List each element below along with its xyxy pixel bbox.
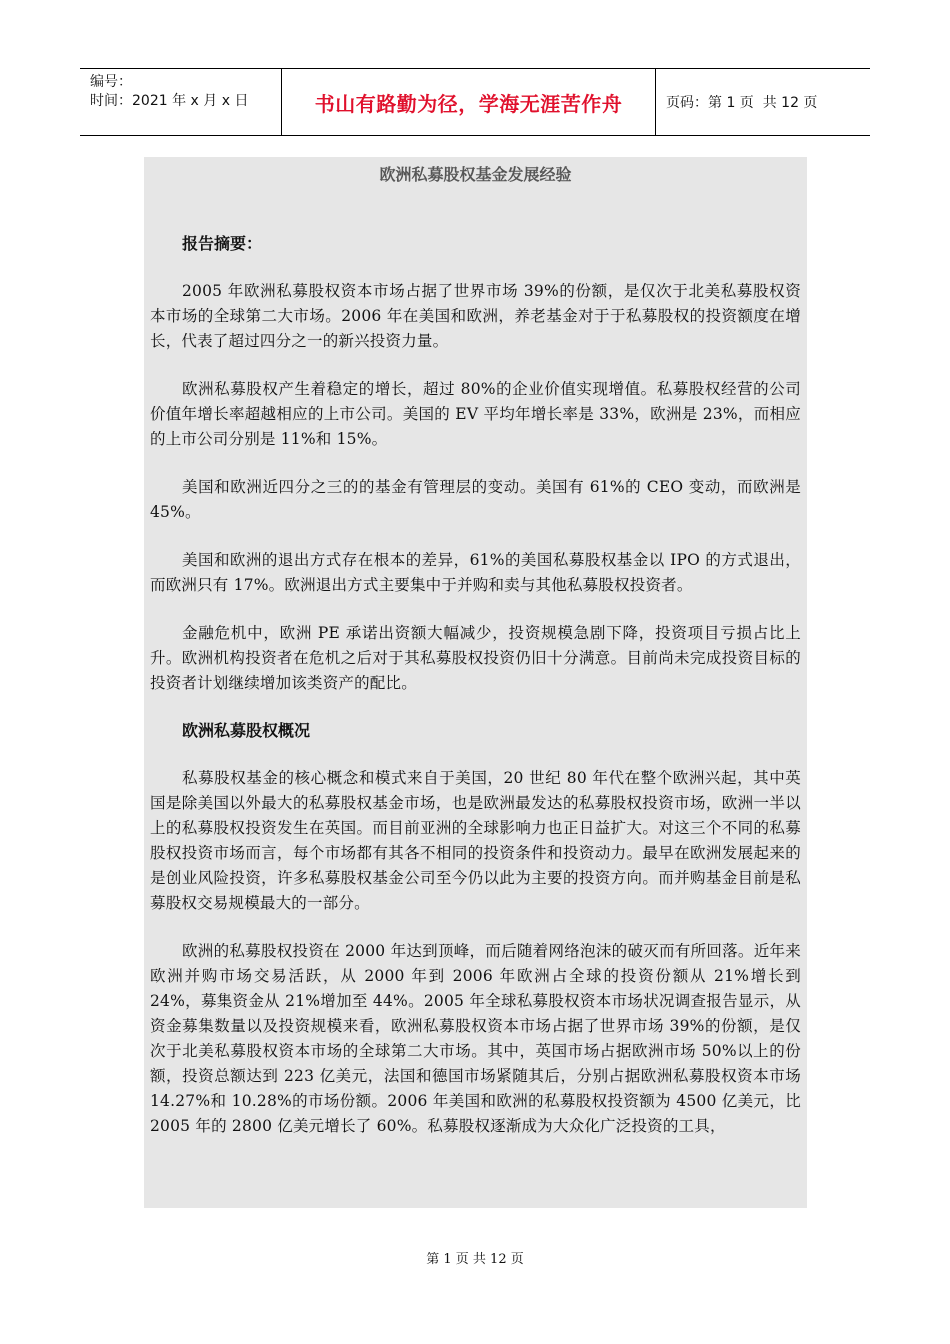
- overview-paragraph: 私募股权基金的核心概念和模式来自于美国，20 世纪 80 年代在整个欧洲兴起，其中英国是除美国以外最大的私募股权基金市场，也是欧洲最发达的私募股权投资市场，欧洲一半以上的私募股权投资发生在英国。而目前亚洲的全球影响力也正日益扩大。对这三个不同的私募股权投资市场而言，每个市场都有其各不相同的投资条件和投资动力。最早在欧洲发展起来的是创业风险投资，许多私募股权基金公司至今仍以此为主要的投资方向。而并购基金目前是私募股权交易规模最大的一部分。: [150, 769, 801, 912]
- document-body: [144, 157, 807, 1208]
- page-header: [80, 68, 870, 136]
- summary-paragraph: 美国和欧洲的退出方式存在根本的差异，61%的美国私募股权基金以 IPO 的方式退出，而欧洲只有 17%。欧洲退出方式主要集中于并购和卖与其他私募股权投资者。: [150, 551, 801, 594]
- header-time-label: 时间：2021 年 x 月 x 日: [90, 93, 249, 109]
- header-meta: [80, 69, 282, 135]
- summary-heading: 报告摘要：: [182, 234, 263, 253]
- page-footer: [0, 1248, 950, 1267]
- header-page-info: 页码：第 1 页 共 12 页: [666, 95, 818, 111]
- overview-heading: 欧洲私募股权概况: [182, 721, 311, 740]
- document-title: 欧洲私募股权基金发展经验: [379, 165, 572, 184]
- summary-paragraph: 美国和欧洲近四分之三的的基金有管理层的变动。美国有 61%的 CEO 变动，而欧洲是 45%。: [150, 478, 801, 521]
- summary-paragraph: 2005 年欧洲私募股权资本市场占据了世界市场 39%的份额，是仅次于北美私募股权资本市场的全球第二大市场。2006 年在美国和欧洲，养老基金对于于私募股权的投资额度在增长，代表了超过四分之一的新兴投资力量。: [150, 282, 801, 350]
- header-motto: 书山有路勤为径，学海无涯苦作舟: [314, 91, 623, 116]
- header-page-info-cell: [656, 69, 870, 135]
- header-number-label: 编号：: [90, 74, 132, 90]
- footer-page-number: 第 1 页 共 12 页: [426, 1252, 524, 1267]
- summary-paragraph: 欧洲私募股权产生着稳定的增长，超过 80%的企业价值实现增值。私募股权经营的公司价值年增长率超越相应的上市公司。美国的 EV 平均年增长率是 33%，欧洲是 23%，而相应的上市公司分别是 11%和 15%。: [150, 380, 801, 448]
- summary-paragraph: 金融危机中，欧洲 PE 承诺出资额大幅减少，投资规模急剧下降，投资项目亏损占比上升。欧洲机构投资者在危机之后对于其私募股权投资仍旧十分满意。目前尚未完成投资目标的投资者计划继续增加该类资产的配比。: [150, 624, 801, 692]
- overview-paragraph: 欧洲的私募股权投资在 2000 年达到顶峰，而后随着网络泡沫的破灭而有所回落。近年来欧洲并购市场交易活跃，从 2000 年到 2006 年欧洲占全球的投资份额从 21%增长到 24%，募集资金从 21%增加至 44%。2005 年全球私募股权资本市场状况调查报告显示，从资金募集数量以及投资规模来看，欧洲私募股权资本市场占据了世界市场 39%的份额，是仅次于北美私募股权资本市场的全球第二大市场。其中，英国市场占据欧洲市场 50%以上的份额，投资总额达到 223 亿美元，法国和德国市场紧随其后，分别占据欧洲私募股权资本市场 14.27%和 10.28%的市场份额。2006 年美国和欧洲的私募股权投资额为 4500 亿美元，比 2005 年的 2800 亿美元增长了 60%。私募股权逐渐成为大众化广泛投资的工具，: [150, 942, 801, 1135]
- header-motto-cell: [282, 69, 656, 135]
